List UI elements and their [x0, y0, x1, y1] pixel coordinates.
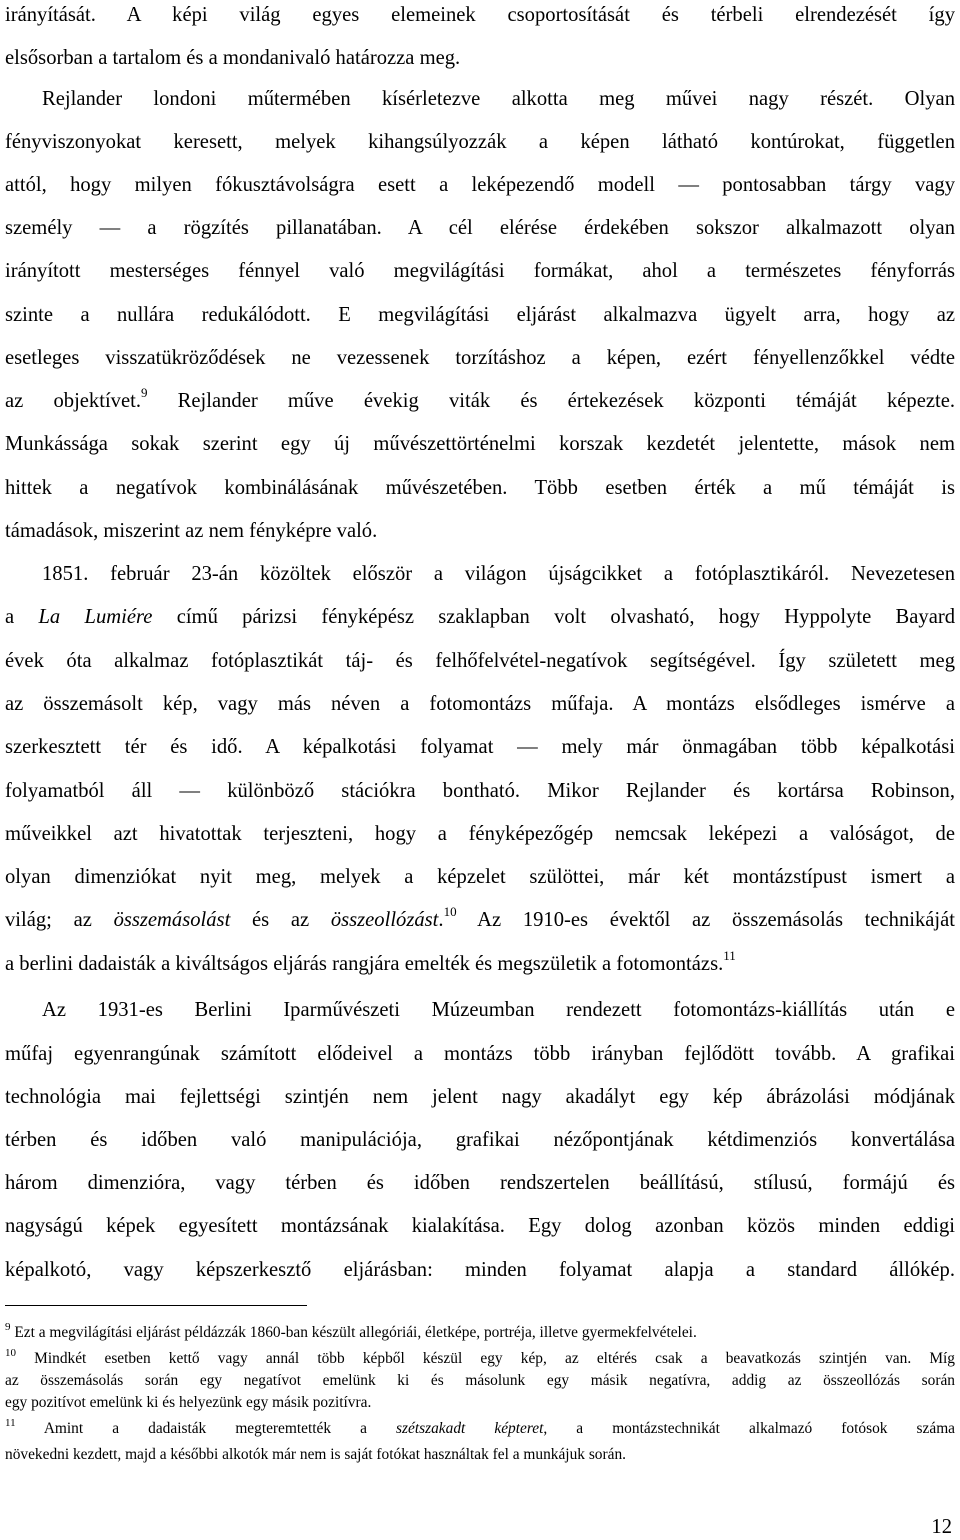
- body-line: [5, 821, 955, 847]
- body-line: [5, 129, 955, 155]
- text-span: irányított mesterséges fénnyel való megvilágítási formákat, ahol a természetes fényforrás: [5, 260, 955, 282]
- text-span: térben és időben való manipulációja, grafikai nézőpontjának kétdimenziós konvertálása: [5, 1129, 955, 1151]
- body-line: [5, 45, 955, 71]
- footnote-text: , a montázstechnikát alkalmazó fotósok száma: [543, 1420, 955, 1437]
- body-line: [5, 734, 955, 760]
- footnote-ref-11: 11: [723, 948, 736, 964]
- body-line: [5, 1127, 955, 1153]
- text-span: esetleges visszatükröződések ne vezessenek torzításhoz a képen, ezért fényellenzőkkel védte: [5, 347, 955, 369]
- body-line: [5, 1170, 955, 1196]
- italic-term: összeollózást: [330, 909, 439, 931]
- text-span: műfaj egyenrangúnak számított elődeivel a montázs több irányban fejlődött tovább. A grafikai: [5, 1043, 955, 1065]
- footnote-ref-9: 9: [140, 385, 148, 401]
- body-line: [42, 561, 955, 587]
- body-line: [5, 604, 955, 630]
- text-span: Rejlander londoni műtermében kísérletezve alkotta meg művei nagy részét. Olyan: [42, 88, 955, 110]
- footnote-10-cont: [5, 1371, 955, 1390]
- footnote-9: [5, 1320, 955, 1342]
- text-span: szinte a nullára redukálódott. E megvilágítási eljárást alkalmazva ügyelt arra, hogy az: [5, 304, 955, 326]
- body-line: [5, 385, 955, 414]
- footnote-10-cont: [5, 1393, 955, 1412]
- text-span: Az 1931-es Berlini Iparművészeti Múzeumban rendezett fotomontázs-kiállítás után e: [42, 999, 955, 1021]
- text-span: a: [5, 606, 39, 628]
- text-span: elsősorban a tartalom és a mondanivaló határozza meg.: [5, 47, 461, 69]
- text-span: .: [438, 909, 444, 931]
- text-span: támadások, miszerint az nem fényképre való.: [5, 520, 378, 542]
- body-line: [5, 778, 955, 804]
- body-line: [5, 172, 955, 198]
- footnote-text: növekedni kezdett, majd a későbbi alkotók már nem is saját fotókat használtak fel a munkájuk során.: [5, 1446, 626, 1463]
- text-span: Munkássága sokak szerint egy új művészettörténelmi korszak kezdetét jelentette, mások nem: [5, 433, 955, 455]
- text-span: világ; az: [5, 909, 114, 931]
- body-line: [5, 2, 955, 28]
- text-span: attól, hogy milyen fókusztávolságra esett a leképezendő modell ― pontosabban tárgy vagy: [5, 174, 955, 196]
- body-line: [5, 431, 955, 457]
- text-span: folyamatból áll ― különböző stációkra bontható. Mikor Rejlander és kortársa Robinson,: [5, 780, 955, 802]
- italic-term: összemásolást: [113, 909, 231, 931]
- footnote-text: egy pozitívot emelünk ki és helyezünk egy másik pozitívra.: [5, 1394, 372, 1411]
- footnote-separator: [5, 1305, 307, 1306]
- body-line: [5, 475, 955, 501]
- text-span: nagyságú képek egyesített montázsának kialakítása. Egy dolog azonban közös minden eddigi: [5, 1215, 955, 1237]
- footnote-text: Mindkét esetben kettő vagy annál több képből készül egy kép, az eltérés csak a beavatkozás szintjén van. Míg: [16, 1350, 955, 1367]
- footnote-ref-10: 10: [443, 904, 457, 920]
- body-line: [5, 302, 955, 328]
- body-line: [5, 1213, 955, 1239]
- text-span: hittek a negatívok kombinálásának művészetében. Több esetben érték a mű témáját is: [5, 477, 955, 499]
- body-line: [5, 691, 955, 717]
- text-span: 1851. február 23-án közöltek először a világon újságcikket a fotóplasztikáról. Nevezetesen: [42, 563, 955, 585]
- text-span: a berlini dadaisták a kiváltságos eljárás rangjára emelték és megszületik a fotomontázs.: [5, 953, 724, 975]
- text-span: képalkotó, vagy képszerkesztő eljárásban: minden folyamat alapja a standard állókép.: [5, 1259, 955, 1281]
- text-span: Az 1910-es évektől az összemásolás technikáját: [456, 909, 955, 931]
- text-span: az objektívet.: [5, 390, 141, 412]
- text-span: személy ― a rögzítés pillanatában. A cél elérése érdekében sokszor alkalmazott olyan: [5, 217, 955, 239]
- body-line: [5, 345, 955, 371]
- text-span: három dimenzióra, vagy térben és időben rendszertelen beállítású, stílusú, formájú és: [5, 1172, 955, 1194]
- text-span: című párizsi fényképész szaklapban volt olvasható, hogy Hyppolyte Bayard: [152, 606, 955, 628]
- body-line: [42, 997, 955, 1023]
- text-span: Rejlander műve évekig viták és értekezések központi témáját képezte.: [147, 390, 955, 412]
- body-line: [5, 648, 955, 674]
- body-line: [5, 258, 955, 284]
- footnote-number: 10: [5, 1346, 16, 1359]
- text-span: olyan dimenziókat nyit meg, melyek a képzelet szülöttei, már két montázstípust ismert a: [5, 866, 955, 888]
- body-line: [5, 864, 955, 890]
- italic-term: szétszakadt képteret: [396, 1420, 544, 1437]
- footnote-11: [5, 1416, 955, 1438]
- text-span: műveikkel azt hivatottak terjeszteni, hogy a fényképezőgép nemcsak leképezi a valóságot, de: [5, 823, 955, 845]
- text-span: fényviszonyokat keresett, melyek kihangsúlyozzák a képen látható kontúrokat, független: [5, 131, 955, 153]
- footnote-text: az összemásolás során egy negatívot emelünk ki és másolunk egy másik negatívra, addig az összeollózás során: [5, 1372, 955, 1389]
- text-span: évek óta alkalmaz fotóplasztikát táj- és felhőfelvétel-negatívok segítségével. Így született meg: [5, 650, 955, 672]
- footnote-text: Ezt a megvilágítási eljárást példázzák 1860-ban készült allegóriái, életképe, portréja, illetve gyermekfelvételei.: [10, 1324, 697, 1341]
- footnote-number: 11: [5, 1416, 16, 1429]
- body-line: [5, 1257, 955, 1283]
- page-number: 12: [931, 1516, 952, 1538]
- footnote-text: Amint a dadaisták megteremtették a: [15, 1420, 397, 1437]
- footnote-10: [5, 1346, 955, 1368]
- body-line: [5, 1084, 955, 1110]
- body-line: [5, 215, 955, 241]
- text-span: és az: [230, 909, 331, 931]
- text-span: irányítását. A képi világ egyes elemeinek csoportosítását és térbeli elrendezését így: [5, 4, 955, 26]
- italic-title: La Lumiére: [38, 606, 153, 628]
- footnote-number: 9: [5, 1320, 11, 1333]
- text-span: szerkesztett tér és idő. A képalkotási folyamat ― mely már önmagában több képalkotási: [5, 736, 955, 758]
- body-line: [5, 948, 955, 977]
- body-line: [5, 904, 955, 933]
- text-span: az összemásolt kép, vagy más néven a fotomontázs műfaja. A montázs elsődleges ismérve a: [5, 693, 955, 715]
- body-line: [42, 86, 955, 112]
- footnote-11-cont: [5, 1445, 955, 1464]
- body-line: [5, 518, 955, 544]
- body-line: [5, 1041, 955, 1067]
- text-span: technológia mai fejlettségi szintjén nem jelent nagy akadályt egy kép ábrázolási módjának: [5, 1086, 955, 1108]
